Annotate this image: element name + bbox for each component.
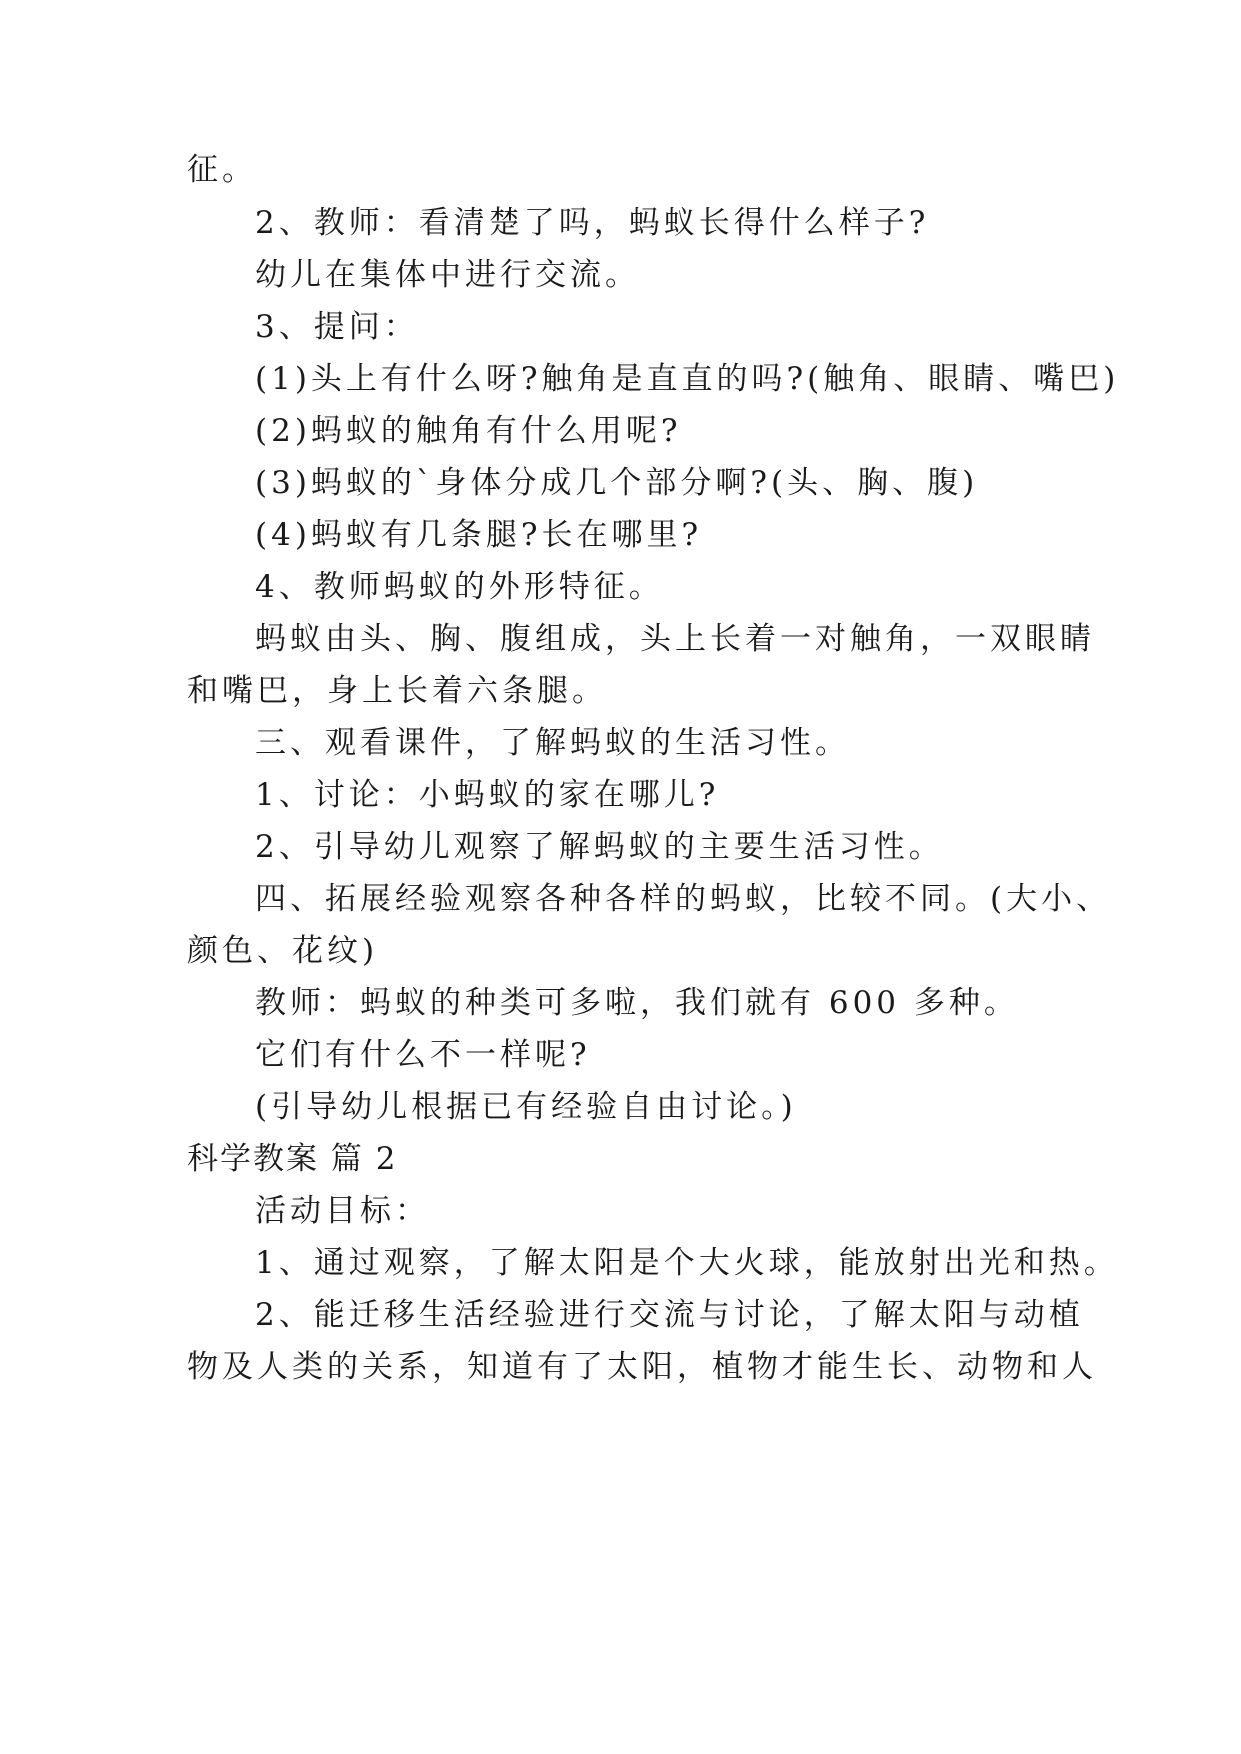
section-heading: 科学教案 篇 2 — [187, 1141, 398, 1177]
paragraph-line: (4)蚂蚁有几条腿?长在哪里? — [255, 517, 703, 553]
paragraph-line: (引导幼儿根据已有经验自由讨论。) — [255, 1089, 797, 1125]
paragraph-line: 教师：蚂蚁的种类可多啦，我们就有 600 多种。 — [255, 985, 1019, 1021]
paragraph-line: (1)头上有什么呀?触角是直直的吗?(触角、眼睛、嘴巴) — [255, 361, 1120, 397]
paragraph-line: 1、通过观察，了解太阳是个大火球，能放射出光和热。 — [255, 1245, 1119, 1281]
paragraph-line: 2、能迁移生活经验进行交流与讨论，了解太阳与动植 — [255, 1297, 1084, 1333]
paragraph-line: 蚂蚁由头、胸、腹组成，头上长着一对触角，一双眼睛 — [255, 621, 1095, 657]
paragraph-line: 颜色、花纹) — [187, 933, 379, 969]
paragraph-line: 四、拓展经验观察各种各样的蚂蚁，比较不同。(大小、 — [255, 881, 1112, 917]
paragraph-line: 3、提问： — [255, 309, 419, 345]
paragraph-line: 它们有什么不一样呢? — [255, 1037, 591, 1073]
paragraph-line: 2、教师：看清楚了吗，蚂蚁长得什么样子? — [255, 205, 930, 241]
paragraph-line: 物及人类的关系，知道有了太阳，植物才能生长、动物和人 — [187, 1349, 1097, 1385]
paragraph-line: 4、教师蚂蚁的外形特征。 — [255, 569, 664, 605]
paragraph-line: 三、观看课件，了解蚂蚁的生活习性。 — [255, 725, 850, 761]
paragraph-line: 和嘴巴，身上长着六条腿。 — [187, 673, 607, 709]
paragraph-line: 幼儿在集体中进行交流。 — [255, 257, 640, 293]
paragraph-line: 1、讨论：小蚂蚁的家在哪儿? — [255, 777, 720, 813]
paragraph-line: 2、引导幼儿观察了解蚂蚁的主要生活习性。 — [255, 829, 944, 865]
paragraph-line: 活动目标： — [255, 1193, 430, 1229]
paragraph-line: 征。 — [187, 152, 257, 188]
paragraph-line: (3)蚂蚁的`身体分成几个部分啊?(头、胸、腹) — [255, 465, 979, 501]
paragraph-line: (2)蚂蚁的触角有什么用呢? — [255, 413, 682, 449]
